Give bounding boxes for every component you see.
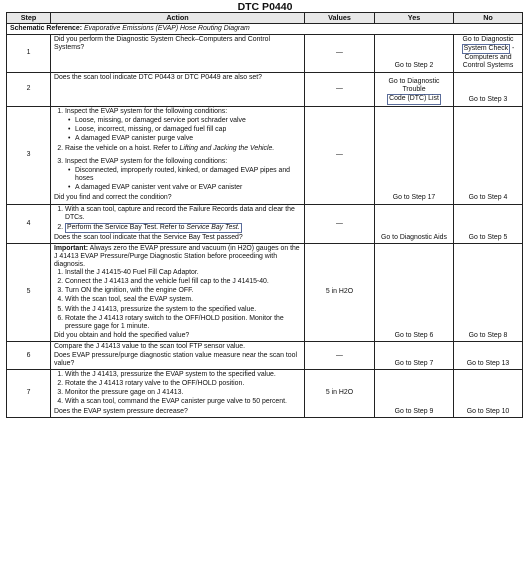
no-link[interactable]: Go to Step 8 [454, 243, 523, 341]
action-cell [51, 341, 305, 369]
step-number: 2 [7, 72, 51, 106]
yes-link[interactable]: Go to Step 6 [375, 243, 454, 341]
yes-link[interactable]: Go to Step 17 [375, 106, 454, 204]
reference-link[interactable]: Lifting and Jacking the Vehicle. [179, 144, 275, 152]
header-step: Step [7, 13, 51, 24]
header-yes: Yes [375, 13, 454, 24]
bullet-item: • A damaged EVAP canister purge valve [75, 135, 301, 143]
action-item: 2. Rotate the J 41413 rotary valve to the OFF/HOLD position. [65, 380, 301, 388]
yes-link[interactable]: Code (DTC) List [387, 94, 441, 104]
table-row [7, 106, 523, 204]
no-link[interactable]: System Check [462, 44, 510, 54]
action-cell [51, 204, 305, 243]
reference-link[interactable]: Service Bay Test. [186, 223, 240, 231]
no-link[interactable]: Go to Step 13 [454, 341, 523, 369]
action-item: 6. Rotate the J 41413 rotary switch to the OFF/HOLD position. Monitor the pressure gage for 1 minute. [65, 315, 301, 331]
header-no: No [454, 13, 523, 24]
header-values: Values [305, 13, 375, 24]
action-item: 2. Raise the vehicle on a hoist. Refer to Lifting and Jacking the Vehicle. [65, 145, 301, 153]
no-link[interactable]: Go to Step 4 [454, 106, 523, 204]
no-link[interactable]: Go to Step 5 [454, 204, 523, 243]
value-cell: 5 in H2O [305, 370, 375, 417]
value-cell: — [305, 204, 375, 243]
table-row [7, 243, 523, 341]
no-link[interactable]: Go to Step 3 [454, 72, 523, 106]
step-number: 6 [7, 341, 51, 369]
schematic-label: Schematic Reference: [10, 25, 83, 33]
step-number: 5 [7, 243, 51, 341]
value-cell: — [305, 72, 375, 106]
bullet-item: • Disconnected, improperly routed, kinked, or damaged EVAP pipes and hoses [75, 167, 301, 183]
action-text: Does the scan tool indicate DTC P0443 or DTC P0449 are also set? [51, 72, 305, 106]
yes-cell [375, 72, 454, 106]
action-text: Did you perform the Diagnostic System Check–Computers and Control Systems? [51, 35, 305, 72]
action-cell [51, 243, 305, 341]
value-cell: — [305, 106, 375, 204]
action-item: 1. With a scan tool, capture and record the Failure Records data and clear the DTCs. [65, 206, 301, 222]
question-text: Does EVAP pressure/purge diagnostic station value measure near the scan tool value? [54, 352, 297, 368]
yes-link[interactable]: Go to Step 2 [375, 35, 454, 72]
value-cell: — [305, 341, 375, 369]
no-link-pre[interactable]: Go to Diagnostic [462, 36, 514, 44]
schematic-reference [7, 24, 523, 35]
question-text: Does the EVAP system pressure decrease? [54, 407, 188, 415]
no-link-post[interactable]: - Computers and Control Systems [462, 45, 515, 70]
bullet-item: • A damaged EVAP canister vent valve or EVAP canister [75, 184, 301, 192]
table-row [7, 35, 523, 72]
action-item: 1. With the J 41413, pressurize the EVAP system to the specified value. [65, 371, 301, 379]
table-row [7, 341, 523, 369]
step-number: 7 [7, 370, 51, 417]
yes-link[interactable]: Go to Diagnostic Aids [375, 204, 454, 243]
value-cell: 5 in H2O [305, 243, 375, 341]
action-item: 4. With the scan tool, seal the EVAP system. [65, 296, 301, 304]
action-item: 1. Install the J 41415-40 Fuel Fill Cap Adaptor. [65, 269, 301, 277]
service-bay-test-step[interactable]: Perform the Service Bay Test. Refer to Service Bay Test. [65, 223, 242, 233]
action-item: 1. Inspect the EVAP system for the following conditions: • Loose, missing, or damaged service port schrader valve • Loose, incorrect, missing, or damaged fuel fill cap • A damaged EVAP canister purge valve [65, 108, 301, 143]
bullet-item: • Loose, incorrect, missing, or damaged fuel fill cap [75, 126, 301, 134]
step-number: 4 [7, 204, 51, 243]
question-text: Does the scan tool indicate that the Service Bay Test passed? [54, 233, 243, 241]
step-number: 3 [7, 106, 51, 204]
table-row [7, 72, 523, 106]
action-item [65, 223, 301, 233]
yes-link-pre[interactable]: Go to Diagnostic Trouble [388, 78, 440, 94]
action-cell [51, 106, 305, 204]
table-row [7, 204, 523, 243]
header-row [7, 13, 523, 24]
step-number: 1 [7, 35, 51, 72]
action-text: Compare the J 41413 value to the scan tool FTP sensor value. [54, 342, 246, 350]
question-text: Did you obtain and hold the specified value? [54, 331, 190, 339]
action-cell [51, 370, 305, 417]
action-item: 3. Inspect the EVAP system for the following conditions: • Disconnected, improperly routed, kinked, or damaged EVAP pipes and hoses • A damaged EVAP canister vent valve or EVAP canister [65, 158, 301, 192]
question-text: Did you find and correct the condition? [54, 194, 172, 202]
diagnostic-table [6, 12, 523, 418]
value-cell: — [305, 35, 375, 72]
header-action: Action [51, 13, 305, 24]
table-row [7, 370, 523, 417]
yes-link[interactable]: Go to Step 9 [375, 370, 454, 417]
schematic-link[interactable]: Evaporative Emissions (EVAP) Hose Routing Diagram [83, 25, 250, 33]
schematic-row [7, 24, 523, 35]
important-note: Important: Always zero the EVAP pressure and vacuum (in H2O) gauges on the J 41413 EVAP Pressure/Purge Diagnostic Station before proceeding with diagnosis. [54, 244, 300, 269]
action-item: 3. Monitor the pressure gage on J 41413. [65, 389, 301, 397]
page-title: DTC P0440 [237, 1, 293, 13]
yes-link[interactable]: Go to Step 7 [375, 341, 454, 369]
action-item: 2. Connect the J 41413 and the vehicle fuel fill cap to the J 41415-40. [65, 278, 301, 286]
action-item: 3. Turn ON the ignition, with the engine OFF. [65, 287, 301, 295]
no-link[interactable]: Go to Step 10 [454, 370, 523, 417]
action-item: 5. With the J 41413, pressurize the system to the specified value. [65, 306, 301, 314]
bullet-item: • Loose, missing, or damaged service port schrader valve [75, 117, 301, 125]
action-item: 4. With a scan tool, command the EVAP canister purge valve to 50 percent. [65, 398, 301, 406]
no-cell [454, 35, 523, 72]
